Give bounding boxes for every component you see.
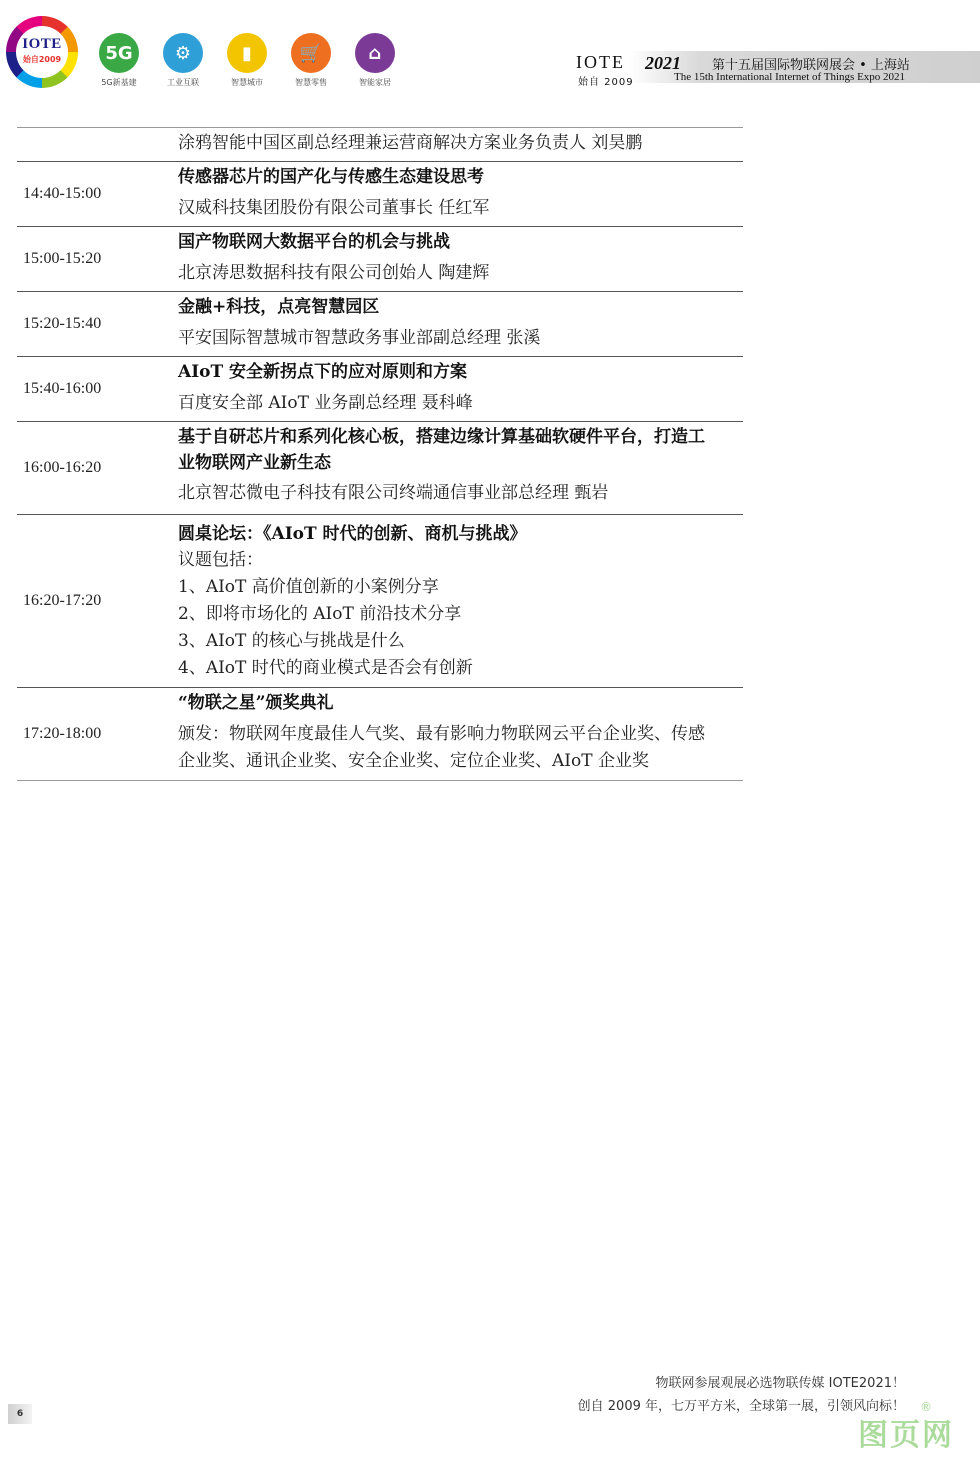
registered-mark: ® [920,1400,932,1414]
5g-icon: 5G [99,33,139,73]
content-cell [178,292,743,356]
category-smart-city [217,33,277,88]
brand-cn-title: 第十五届国际物联网展会 • 上海站 [712,58,910,73]
building-icon: ▮ [227,33,267,73]
logo-sub: 始自2009 [22,55,62,64]
speaker: 汉威科技集团股份有限公司董事长 任红军 [178,198,490,218]
time-cell [17,128,178,161]
speaker: 北京涛思数据科技有限公司创始人 陶建辉 [178,263,490,283]
gear-icon: ⚙ [163,33,203,73]
topic-item: 1、AIoT 高价值创新的小案例分享 [178,577,439,597]
content-cell [178,128,743,161]
time-cell: 14:40-15:00 [23,185,102,202]
content-cell [178,357,743,421]
table-row [17,227,743,292]
table-row [17,422,743,515]
table-row [17,162,743,227]
content-cell [178,515,743,687]
brand-since: 始自 2009 [578,77,634,88]
table-row [17,515,743,688]
table-row [17,688,743,781]
footer-slogan-2: 创自 2009 年，七万平方米，全球第一展，引领风向标！ [577,1399,905,1414]
logo-inner [16,26,68,78]
table-row [17,357,743,422]
table-row [17,292,743,357]
page-number: 6 [8,1404,32,1424]
category-label: 智慧零售 [295,78,327,87]
cart-icon: 🛒 [291,33,331,73]
logo-text: IOTE [22,36,62,52]
schedule-table [17,127,743,781]
category-label: 智能家居 [359,78,391,87]
session-title: 金融+科技，点亮智慧园区 [178,297,380,317]
speaker: 百度安全部 AIoT 业务副总经理 聂科峰 [178,393,473,413]
topic-item: 3、AIoT 的核心与挑战是什么 [178,631,405,651]
content-cell [178,227,743,291]
brand-en-title: The 15th International Internet of Things Expo 2021 [674,71,906,83]
content-cell [178,162,743,226]
category-5g [89,33,149,88]
time-cell: 15:40-16:00 [23,380,102,397]
session-title: AIoT 安全新拐点下的应对原则和方案 [178,362,468,382]
footer-slogan-1: 物联网参展观展必选物联传媒 IOTE2021！ [655,1376,905,1391]
speaker: 平安国际智慧城市智慧政务事业部副总经理 张溪 [178,328,541,348]
session-title: 传感器芯片的国产化与传感生态建设思考 [178,167,484,187]
iote-logo [6,16,78,88]
session-title: 国产物联网大数据平台的机会与挑战 [178,232,450,252]
topic-item: 2、即将市场化的 AIoT 前沿技术分享 [178,604,462,624]
topic-item: 4、AIoT 时代的商业模式是否会有创新 [178,658,473,678]
award-list-line2: 企业奖、通讯企业奖、安全企业奖、定位企业奖、AIoT 企业奖 [178,751,649,771]
category-smart-home [345,33,405,88]
topics-intro: 议题包括： [178,550,263,570]
session-title: “物联之星”颁奖典礼 [178,693,334,713]
content-cell [178,688,743,780]
home-icon: ⌂ [355,33,395,73]
time-cell: 16:20-17:20 [23,592,102,609]
session-title-line2: 业物联网产业新生态 [178,453,331,473]
watermark: 图页网 [858,1418,954,1453]
category-smart-retail [281,33,341,88]
content-cell [178,422,743,514]
time-cell: 17:20-18:00 [23,725,102,742]
brand-year: 2021 [645,53,681,73]
category-industrial [153,33,213,88]
speaker: 涂鸦智能中国区副总经理兼运营商解决方案业务负责人 刘昊鹏 [178,133,643,153]
time-cell: 15:20-15:40 [23,315,102,332]
table-row [17,128,743,162]
time-cell: 16:00-16:20 [23,459,102,476]
speaker: 北京智芯微电子科技有限公司终端通信事业部总经理 甄岩 [178,483,609,503]
time-cell: 15:00-15:20 [23,250,102,267]
award-list-line1: 颁发：物联网年度最佳人气奖、最有影响力物联网云平台企业奖、传感 [178,724,705,744]
category-label: 智慧城市 [231,78,263,87]
session-title-line1: 基于自研芯片和系列化核心板，搭建边缘计算基础软硬件平台，打造工 [178,427,705,447]
session-title: 圆桌论坛：《AIoT 时代的创新、商机与挑战》 [178,524,527,544]
category-label: 工业互联 [167,78,199,87]
category-label: 5G新基建 [101,78,137,87]
brand-iote: IOTE [576,52,625,72]
